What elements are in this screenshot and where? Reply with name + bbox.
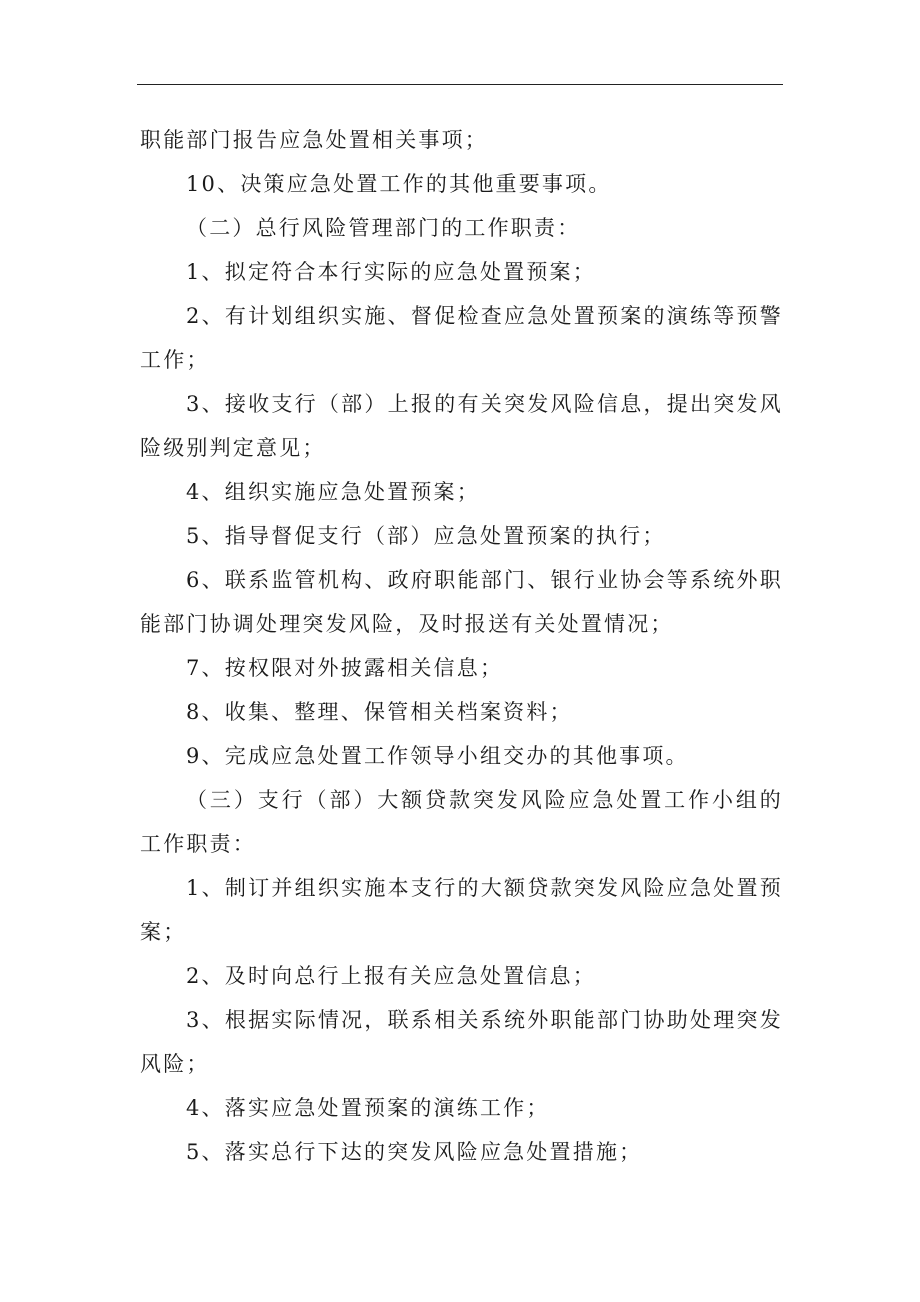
paragraph: 3、根据实际情况，联系相关系统外职能部门协助处理突发风险； — [140, 1008, 783, 1076]
section-heading: （三）支行（部）大额贷款突发风险应急处置工作小组的工作职责： — [140, 788, 783, 856]
paragraph: 1、拟定符合本行实际的应急处置预案； — [186, 260, 596, 284]
paragraph: 1、制订并组织实施本支行的大额贷款突发风险应急处置预案； — [140, 876, 783, 944]
paragraph: 6、联系监管机构、政府职能部门、银行业协会等系统外职能部门协调处理突发风险，及时报送有关处置情况； — [140, 568, 783, 636]
paragraph: 10、决策应急处置工作的其他重要事项。 — [186, 172, 612, 196]
paragraph: 2、及时向总行上报有关应急处置信息； — [186, 964, 596, 988]
paragraph: 5、指导督促支行（部）应急处置预案的执行； — [186, 524, 666, 548]
paragraph: 7、按权限对外披露相关信息； — [186, 656, 504, 680]
header-rule — [137, 84, 783, 85]
paragraph: 5、落实总行下达的突发风险应急处置措施； — [186, 1140, 643, 1164]
paragraph: 职能部门报告应急处置相关事项； — [140, 128, 488, 152]
paragraph: 4、落实应急处置预案的演练工作； — [186, 1096, 550, 1120]
paragraph: 9、完成应急处置工作领导小组交办的其他事项。 — [186, 744, 689, 768]
document-body — [140, 118, 783, 1174]
paragraph: 8、收集、整理、保管相关档案资料； — [186, 700, 573, 724]
paragraph: 3、接收支行（部）上报的有关突发风险信息，提出突发风险级别判定意见； — [140, 392, 783, 460]
paragraph: 4、组织实施应急处置预案； — [186, 480, 480, 504]
section-heading: （二）总行风险管理部门的工作职责： — [186, 216, 581, 240]
paragraph: 2、有计划组织实施、督促检查应急处置预案的演练等预警工作； — [140, 304, 783, 372]
